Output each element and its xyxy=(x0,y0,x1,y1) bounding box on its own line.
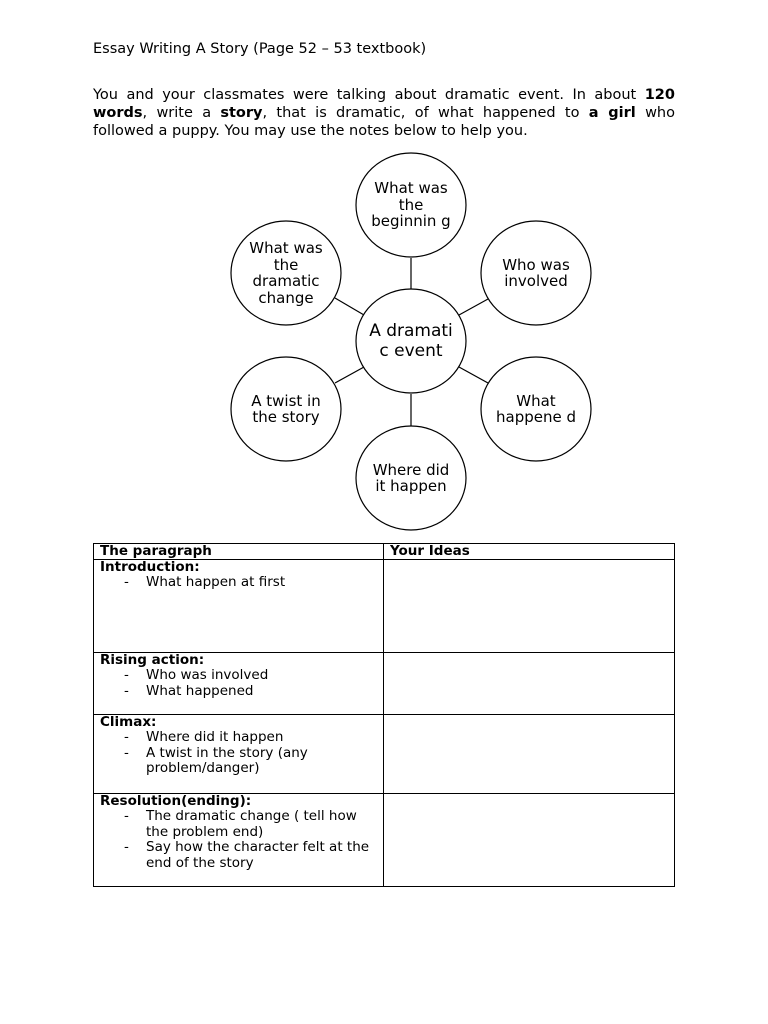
girl-emphasis: a girl xyxy=(588,105,636,121)
instructions-text: You and your classmates were talking about dramatic event. In about xyxy=(93,87,645,103)
section-heading: Climax: xyxy=(100,714,157,730)
node-beginning: What was the beginnin g xyxy=(371,179,451,231)
paragraph-cell xyxy=(94,794,384,887)
node-where: Where did it happen xyxy=(372,460,450,495)
connector-line xyxy=(335,367,364,383)
planning-table xyxy=(93,543,675,887)
list-item: - A twist in the story (any problem/danger) xyxy=(100,746,377,777)
center-node: A dramati c event xyxy=(369,321,453,361)
instructions-text: , that is dramatic, of what happened to xyxy=(262,105,589,121)
bullet-list xyxy=(100,575,377,591)
ideas-cell[interactable] xyxy=(384,560,675,653)
paragraph-cell xyxy=(94,653,384,715)
table-row xyxy=(94,653,675,715)
bullet-list xyxy=(100,809,377,871)
list-item: - The dramatic change ( tell how the problem end) xyxy=(100,809,377,840)
instructions-text: who followed a puppy. You may use the notes below to help you. xyxy=(93,105,675,139)
bullet-list xyxy=(100,730,377,777)
word-count-emphasis: 120 words xyxy=(93,87,675,121)
ideas-cell[interactable] xyxy=(384,653,675,715)
table-header-row xyxy=(94,544,675,560)
list-item: - Who was involved xyxy=(100,668,377,684)
table-row xyxy=(94,715,675,794)
section-heading: Rising action: xyxy=(100,652,205,668)
paragraph-cell xyxy=(94,715,384,794)
connector-line xyxy=(335,298,364,315)
node-what-happened: What happene d xyxy=(496,391,576,426)
ideas-cell[interactable] xyxy=(384,794,675,887)
list-item: - What happen at first xyxy=(100,575,377,591)
section-heading: Introduction: xyxy=(100,559,200,575)
list-item: - Say how the character felt at the end of the story xyxy=(100,840,377,871)
table-row xyxy=(94,560,675,653)
column-header-ideas: Your Ideas xyxy=(384,544,675,560)
paragraph-cell xyxy=(94,560,384,653)
connector-line xyxy=(459,299,488,315)
list-item: - Where did it happen xyxy=(100,730,377,746)
bullet-list xyxy=(100,668,377,699)
column-header-paragraph: The paragraph xyxy=(94,544,384,560)
node-dramatic-change: What was the dramatic change xyxy=(249,239,323,307)
node-twist: A twist in the story xyxy=(251,391,321,426)
page-title: Essay Writing A Story (Page 52 – 53 textbook) xyxy=(93,41,427,57)
ideas-cell[interactable] xyxy=(384,715,675,794)
table-row xyxy=(94,794,675,887)
connector-line xyxy=(459,367,488,383)
section-heading: Resolution(ending): xyxy=(100,793,252,809)
node-who-involved: Who was involved xyxy=(502,255,570,290)
story-emphasis: story xyxy=(220,105,263,121)
instructions-text: , write a xyxy=(142,105,221,121)
list-item: - What happened xyxy=(100,684,377,700)
